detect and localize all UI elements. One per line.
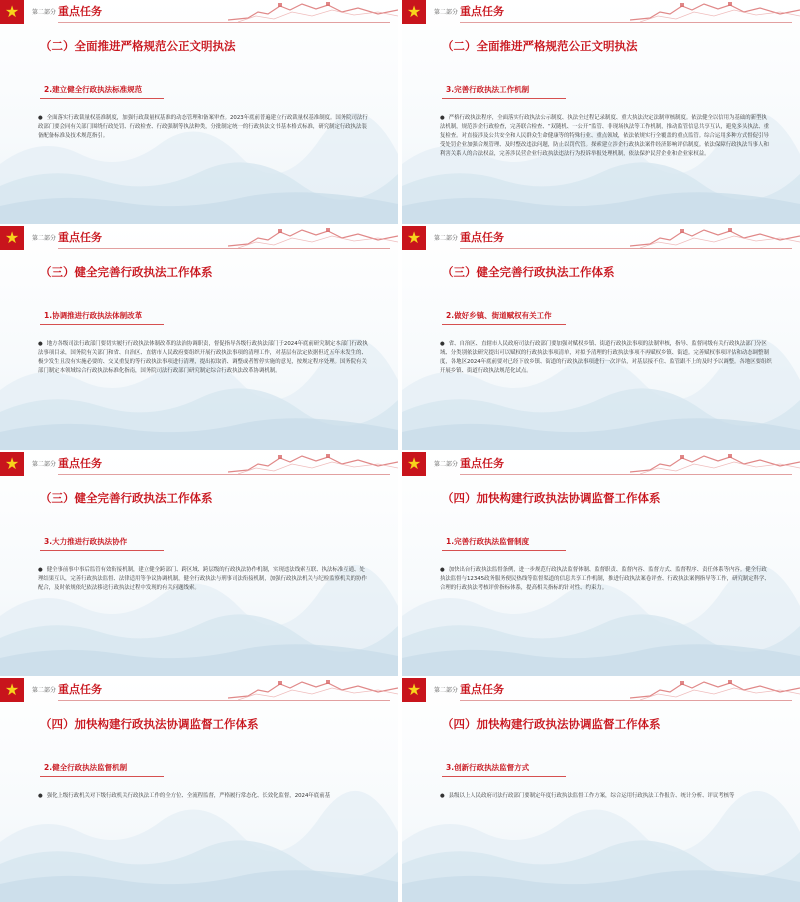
star-icon: ★ (4, 2, 20, 21)
bullet-icon: ● (440, 341, 445, 347)
bullet-icon: ● (38, 341, 43, 347)
bullet-icon: ● (38, 115, 43, 121)
slide-title: （三）健全完善行政执法工作体系 (442, 265, 615, 279)
part-label: 第二部分 (434, 9, 459, 16)
great-wall-decoration (228, 0, 398, 24)
star-icon: ★ (4, 454, 20, 473)
slide-title: （三）健全完善行政执法工作体系 (40, 265, 213, 279)
slide-body-text: 县级以上人民政府司法行政部门要制定年度行政执法监督工作方案，综合运用行政执法工作报告、统计分析、评议考核等 (448, 793, 735, 799)
slide-thumbnail[interactable] (402, 452, 800, 676)
subtitle-underline (442, 550, 566, 551)
slide-subtitle: 2.建立健全行政执法标准规范 (44, 85, 143, 94)
slide-subtitle: 1.完善行政执法监督制度 (446, 537, 530, 546)
part-label: 第二部分 (434, 235, 459, 242)
slide-body (38, 340, 370, 376)
slide-header (402, 226, 800, 250)
star-icon: ★ (4, 680, 20, 699)
slide-body (38, 566, 370, 593)
slide-title: （四）加快构建行政执法协调监督工作体系 (40, 717, 259, 731)
slide-header (0, 226, 398, 250)
slide-header (0, 0, 398, 24)
subtitle-underline (40, 550, 164, 551)
bullet-icon: ● (38, 567, 43, 573)
slide-thumbnail[interactable] (0, 452, 398, 676)
part-label: 第二部分 (434, 461, 459, 468)
section-heading: 重点任务 (460, 683, 504, 696)
great-wall-decoration (630, 226, 800, 250)
slide-body-text: 地方各级司法行政部门要切实履行行政执法体制改革的法治协调职责，督促指导各级行政执法部门于2024年底前研究制定本部门行政执法事项目录，国务院有关部门和省、自治区、直辖市人民政府要组织开展行政执法事项的清理工作，对基层有法定依据但近五年未发生的、极少发生且没有实施必要的、交叉重复的等行政执法事项进行清理，提出拟取消、调整或者暂停实施的意见，按规定程序处理。国务院有关部门制定本领域综合行政执法标准化指南，国务院司法行政部门研究制定综合行政执法改革协调机制。 (38, 341, 368, 374)
part-label: 第二部分 (32, 9, 57, 16)
part-label: 第二部分 (434, 687, 459, 694)
red-flag-badge (402, 452, 426, 476)
slide-subtitle: 3.大力推进行政执法协作 (44, 537, 128, 546)
slide-header (402, 678, 800, 702)
red-flag-badge (0, 226, 24, 250)
slide-body (440, 340, 772, 376)
star-icon: ★ (406, 228, 422, 247)
slide-title: （二）全面推进严格规范公正文明执法 (442, 39, 638, 53)
section-heading: 重点任务 (58, 5, 102, 18)
slide-body-text: 强化上级行政机关对下级行政机关行政执法工作的全方位、全流程监督，严格履行常态化、长效化监督，2024年底前基 (46, 793, 330, 799)
bullet-icon: ● (38, 793, 43, 799)
slide-body (440, 566, 772, 593)
red-flag-badge (0, 452, 24, 476)
slide-subtitle: 2.做好乡镇、街道赋权有关工作 (446, 311, 552, 320)
section-heading: 重点任务 (58, 683, 102, 696)
star-icon: ★ (406, 2, 422, 21)
section-heading: 重点任务 (460, 5, 504, 18)
slide-thumbnail[interactable] (0, 678, 398, 902)
slide-title: （四）加快构建行政执法协调监督工作体系 (442, 491, 661, 505)
part-label: 第二部分 (32, 461, 57, 468)
great-wall-decoration (630, 678, 800, 702)
slide-subtitle: 3.完善行政执法工作机制 (446, 85, 530, 94)
slide-header (0, 678, 398, 702)
slide-subtitle: 1.协调推进行政执法体制改革 (44, 311, 143, 320)
slide-thumbnail[interactable] (402, 226, 800, 450)
column-divider (398, 0, 402, 800)
slide-subtitle: 2.健全行政执法监督机制 (44, 763, 128, 772)
great-wall-decoration (630, 0, 800, 24)
bullet-icon: ● (440, 567, 445, 573)
slide-thumbnail[interactable] (0, 226, 398, 450)
great-wall-decoration (630, 452, 800, 476)
section-heading: 重点任务 (58, 231, 102, 244)
star-icon: ★ (4, 228, 20, 247)
subtitle-underline (442, 776, 566, 777)
star-icon: ★ (406, 680, 422, 699)
slide-title: （二）全面推进严格规范公正文明执法 (40, 39, 236, 53)
part-label: 第二部分 (32, 687, 57, 694)
slide-body (440, 114, 772, 159)
section-heading: 重点任务 (460, 231, 504, 244)
slide-body-text: 省、自治区、直辖市人民政府司法行政部门要加强对赋权乡镇、街道行政执法事项的法制审核，指导、监督同级有关行政执法部门分区域、分类别依法研究提出可以赋权的行政执法事项清单，对拟予清理的行政执法事项不再赋权乡镇、街道。完善赋权事项评估和动态调整制度，各地区2024年底前要对已经下放乡镇、街道的行政执法事项进行一次评估，对基层接不住、监管跟不上的及时予以调整。各地区要组织开展乡镇、街道行政执法规范化试点。 (440, 341, 772, 374)
red-flag-badge (402, 226, 426, 250)
bullet-icon: ● (440, 793, 445, 799)
slide-title: （三）健全完善行政执法工作体系 (40, 491, 213, 505)
slide-body-text: 加快出台行政执法监督条例，进一步规范行政执法监督体制、监督职责、监督内容、监督方式、监督程序、责任体系等内容。健全行政执法监督与12345政务服务便民热线等监督渠道的信息共享工作机制，推进行政执法案卷评查、行政执法案例指导等工作，研究制定科学、合理的行政执法考核评价指标体系，提高相关指标的针对性、约束力。 (440, 567, 770, 591)
subtitle-underline (442, 324, 566, 325)
great-wall-decoration (228, 452, 398, 476)
part-label: 第二部分 (32, 235, 57, 242)
section-heading: 重点任务 (460, 457, 504, 470)
slide-body-text: 严格行政执法程序，全面落实行政执法公示制度、执法全过程记录制度、重大执法决定法制审核制度。依法健全以信用为基础的新型执法机制，规范涉企行政检查，完善联合检查、“双随机、一公开”监管、非现场执法等工作机制，推动监管信息共享互认，避免多头执法、重复检查。对直接涉及公共安全和人民群众生命健康等的特殊行业、重点领域，依法依规实行全覆盖的重点监管。综合运用多种方式督促引导受处罚企业加强合规管理、及时整改违法问题，防止以罚代管。探索建立涉企行政执法案件经济影响评估制度。依法保障行政执法当事人和利害关系人的合法权益，完善涉民营企业行政执法违法行为投诉举报处理机制，依法保护民营企业和企业家权益。 (440, 115, 770, 157)
star-icon: ★ (406, 454, 422, 473)
subtitle-underline (442, 98, 566, 99)
red-flag-badge (402, 678, 426, 702)
red-flag-badge (402, 0, 426, 24)
slide-body (38, 114, 370, 141)
slide-title: （四）加快构建行政执法协调监督工作体系 (442, 717, 661, 731)
great-wall-decoration (228, 226, 398, 250)
subtitle-underline (40, 324, 164, 325)
subtitle-underline (40, 776, 164, 777)
slide-header (402, 0, 800, 24)
subtitle-underline (40, 98, 164, 99)
slide-header (0, 452, 398, 476)
slide-thumbnail[interactable] (402, 0, 800, 224)
section-heading: 重点任务 (58, 457, 102, 470)
slide-thumbnail[interactable] (0, 0, 398, 224)
slide-header (402, 452, 800, 476)
bullet-icon: ● (440, 115, 445, 121)
slide-body-text: 健全事前事中事后监管有效衔接机制，建立健全跨部门、跨区域、跨层级的行政执法协作机制，实现违法线索互联、执法标准互通、处理结果互认，完善行政执法监督、法律适用等争议协调机制，健全行政执法与刑事司法衔接机制，加强行政执法机关与纪检监察机关的协作配合，及时依规依纪依法移送行政执法过程中发现的有关问题线索。 (38, 567, 367, 591)
slide-body-text: 全面落实行政裁量权基准制度，加强行政裁量权基准的动态管理和备案审查。2023年底前普遍建立行政裁量权基准制度。国务院司法行政部门要会同有关部门围绕行政处罚、行政检查、行政强制等执法种类，分批制定统一的行政执法文书基本格式标准，研究制定行政执法装备配备标准及技术规范指引。 (38, 115, 368, 139)
great-wall-decoration (228, 678, 398, 702)
red-flag-badge (0, 678, 24, 702)
slide-thumbnail[interactable] (402, 678, 800, 902)
slide-subtitle: 3.创新行政执法监督方式 (446, 763, 530, 772)
red-flag-badge (0, 0, 24, 24)
